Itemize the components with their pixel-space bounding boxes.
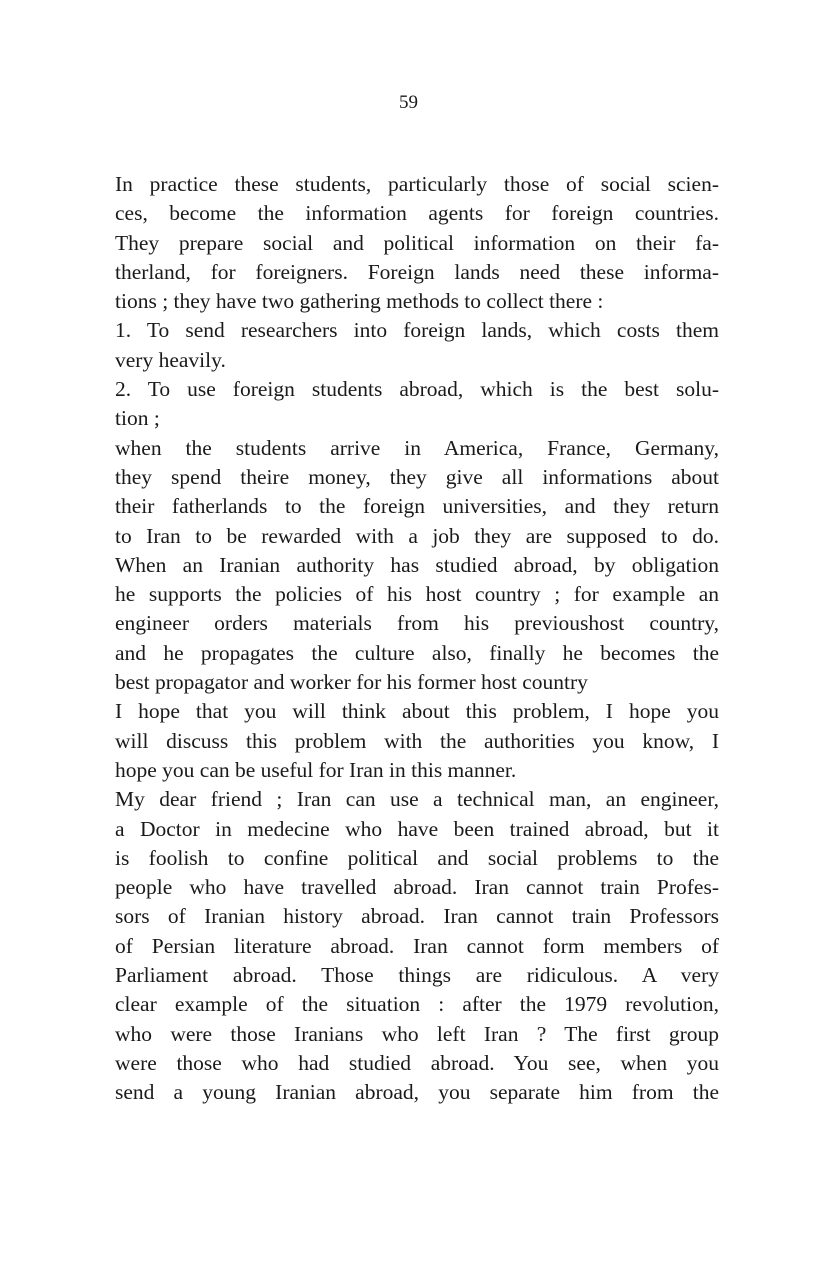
text-line: he supports the policies of his host country ; for example an xyxy=(115,582,719,607)
text-line: will discuss this problem with the authorities you know, I xyxy=(115,728,719,753)
text-line: of Persian literature abroad. Iran cannot form members of xyxy=(115,933,719,958)
text-line: send a young Iranian abroad, you separate him from the xyxy=(115,1080,719,1105)
body-text xyxy=(115,170,719,1108)
text-line: to Iran to be rewarded with a job they are supposed to do. xyxy=(115,523,719,548)
page-number: 59 xyxy=(399,92,418,113)
text-line: therland, for foreigners. Foreign lands need these informa- xyxy=(115,259,719,284)
text-line: In practice these students, particularly those of social scien- xyxy=(115,172,719,196)
text-line: were those who had studied abroad. You see, when you xyxy=(115,1050,719,1075)
text-line: is foolish to confine political and social problems to the xyxy=(115,845,719,870)
text-line: I hope that you will think about this problem, I hope you xyxy=(115,699,719,724)
text-line: My dear friend ; Iran can use a technical man, an engineer, xyxy=(115,787,719,812)
text-line: a Doctor in medecine who have been trained abroad, but it xyxy=(115,816,719,841)
text-line: people who have travelled abroad. Iran cannot train Profes- xyxy=(115,875,719,900)
text-line: clear example of the situation : after the 1979 revolution, xyxy=(115,992,719,1017)
text-line: very heavily. xyxy=(115,347,226,372)
text-line: sors of Iranian history abroad. Iran cannot train Professors xyxy=(115,904,719,929)
text-line: 1. To send researchers into foreign lands, which costs them xyxy=(115,318,719,343)
text-line: when the students arrive in America, France, Germany, xyxy=(115,435,719,460)
text-line: They prepare social and political information on their fa- xyxy=(115,230,719,255)
text-line: 2. To use foreign students abroad, which is the best solu- xyxy=(115,377,719,402)
text-line: best propagator and worker for his former host country xyxy=(115,670,588,695)
text-line: hope you can be useful for Iran in this manner. xyxy=(115,757,517,782)
text-line: ces, become the information agents for foreign countries. xyxy=(115,201,719,226)
text-line: their fatherlands to the foreign universities, and they return xyxy=(115,494,719,519)
text-line: When an Iranian authority has studied abroad, by obligation xyxy=(115,552,719,577)
text-line: Parliament abroad. Those things are ridiculous. A very xyxy=(115,963,719,988)
text-line: engineer orders materials from his previoushost country, xyxy=(115,611,719,636)
text-line: who were those Iranians who left Iran ? The first group xyxy=(115,1021,719,1046)
text-line: tion ; xyxy=(115,406,160,431)
text-line: tions ; they have two gathering methods to collect there : xyxy=(115,289,604,314)
text-line: they spend theire money, they give all informations about xyxy=(115,464,719,489)
text-line: and he propagates the culture also, finally he becomes the xyxy=(115,640,719,665)
